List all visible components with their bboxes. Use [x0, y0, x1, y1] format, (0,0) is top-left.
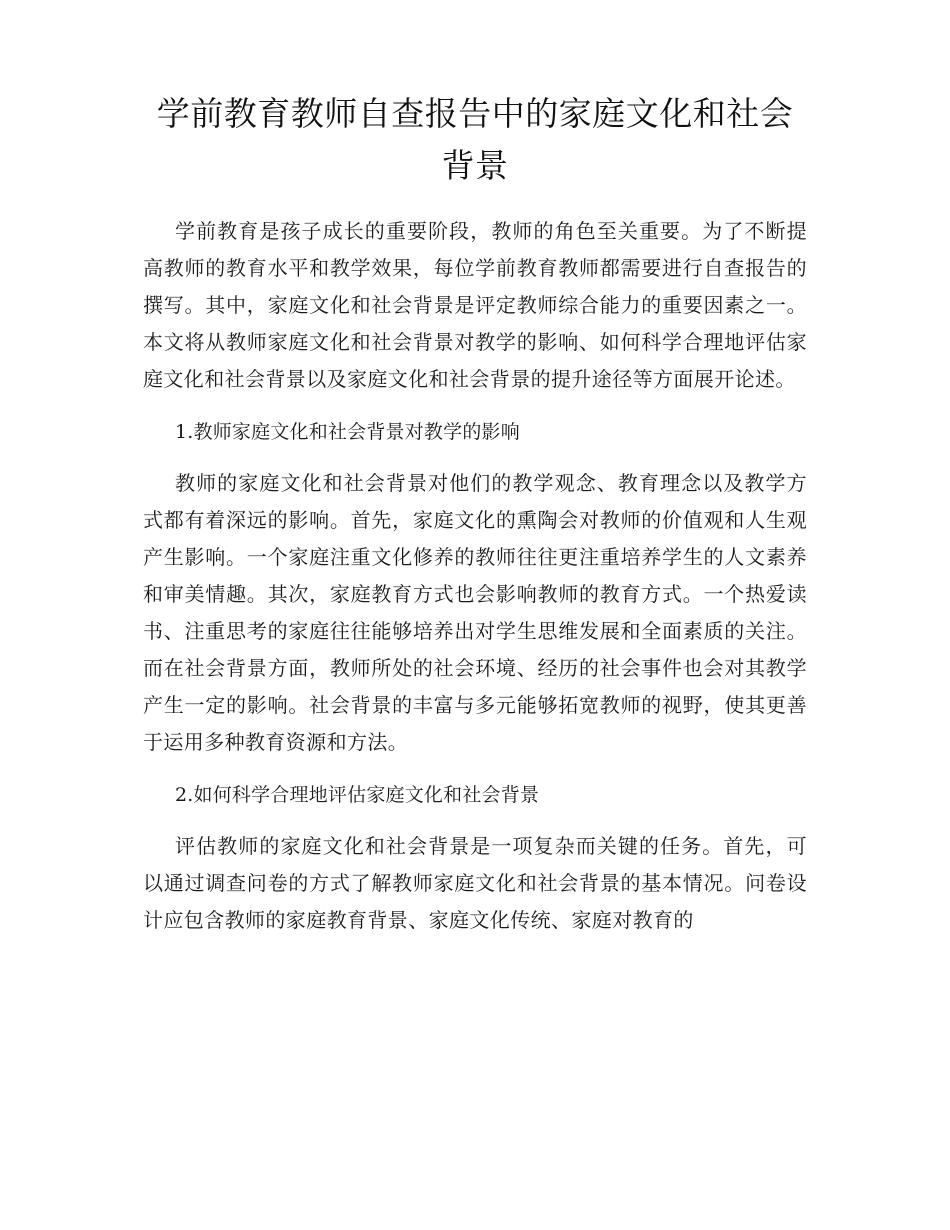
document-body: [143, 213, 807, 939]
document-title: 学前教育教师自查报告中的家庭文化和社会背景: [156, 94, 794, 185]
section-2-heading: 2.如何科学合理地评估家庭文化和社会背景: [175, 784, 540, 806]
section-1-paragraph: 教师的家庭文化和社会背景对他们的教学观念、教育理念以及教学方式都有着深远的影响。首先，家庭文化的熏陶会对教师的价值观和人生观产生影响。一个家庭注重文化修养的教师往往更注重培养学生的人文素养和审美情趣。其次，家庭教育方式也会影响教师的教育方式。一个热爱读书、注重思考的家庭往往能够培养出对学生思维发展和全面素质的关注。而在社会背景方面，教师所处的社会环境、经历的社会事件也会对其教学产生一定的影响。社会背景的丰富与多元能够拓宽教师的视野，使其更善于运用多种教育资源和方法。: [143, 471, 807, 754]
section-1-heading: 1.教师家庭文化和社会背景对教学的影响: [175, 421, 520, 443]
section-2-paragraph: 评估教师的家庭文化和社会背景是一项复杂而关键的任务。首先，可以通过调查问卷的方式了解教师家庭文化和社会背景的基本情况。问卷设计应包含教师的家庭教育背景、家庭文化传统、家庭对教育的: [143, 834, 807, 932]
intro-paragraph: 学前教育是孩子成长的重要阶段，教师的角色至关重要。为了不断提高教师的教育水平和教学效果，每位学前教育教师都需要进行自查报告的撰写。其中，家庭文化和社会背景是评定教师综合能力的重要因素之一。本文将从教师家庭文化和社会背景对教学的影响、如何科学合理地评估家庭文化和社会背景以及家庭文化和社会背景的提升途径等方面展开论述。: [143, 219, 807, 391]
